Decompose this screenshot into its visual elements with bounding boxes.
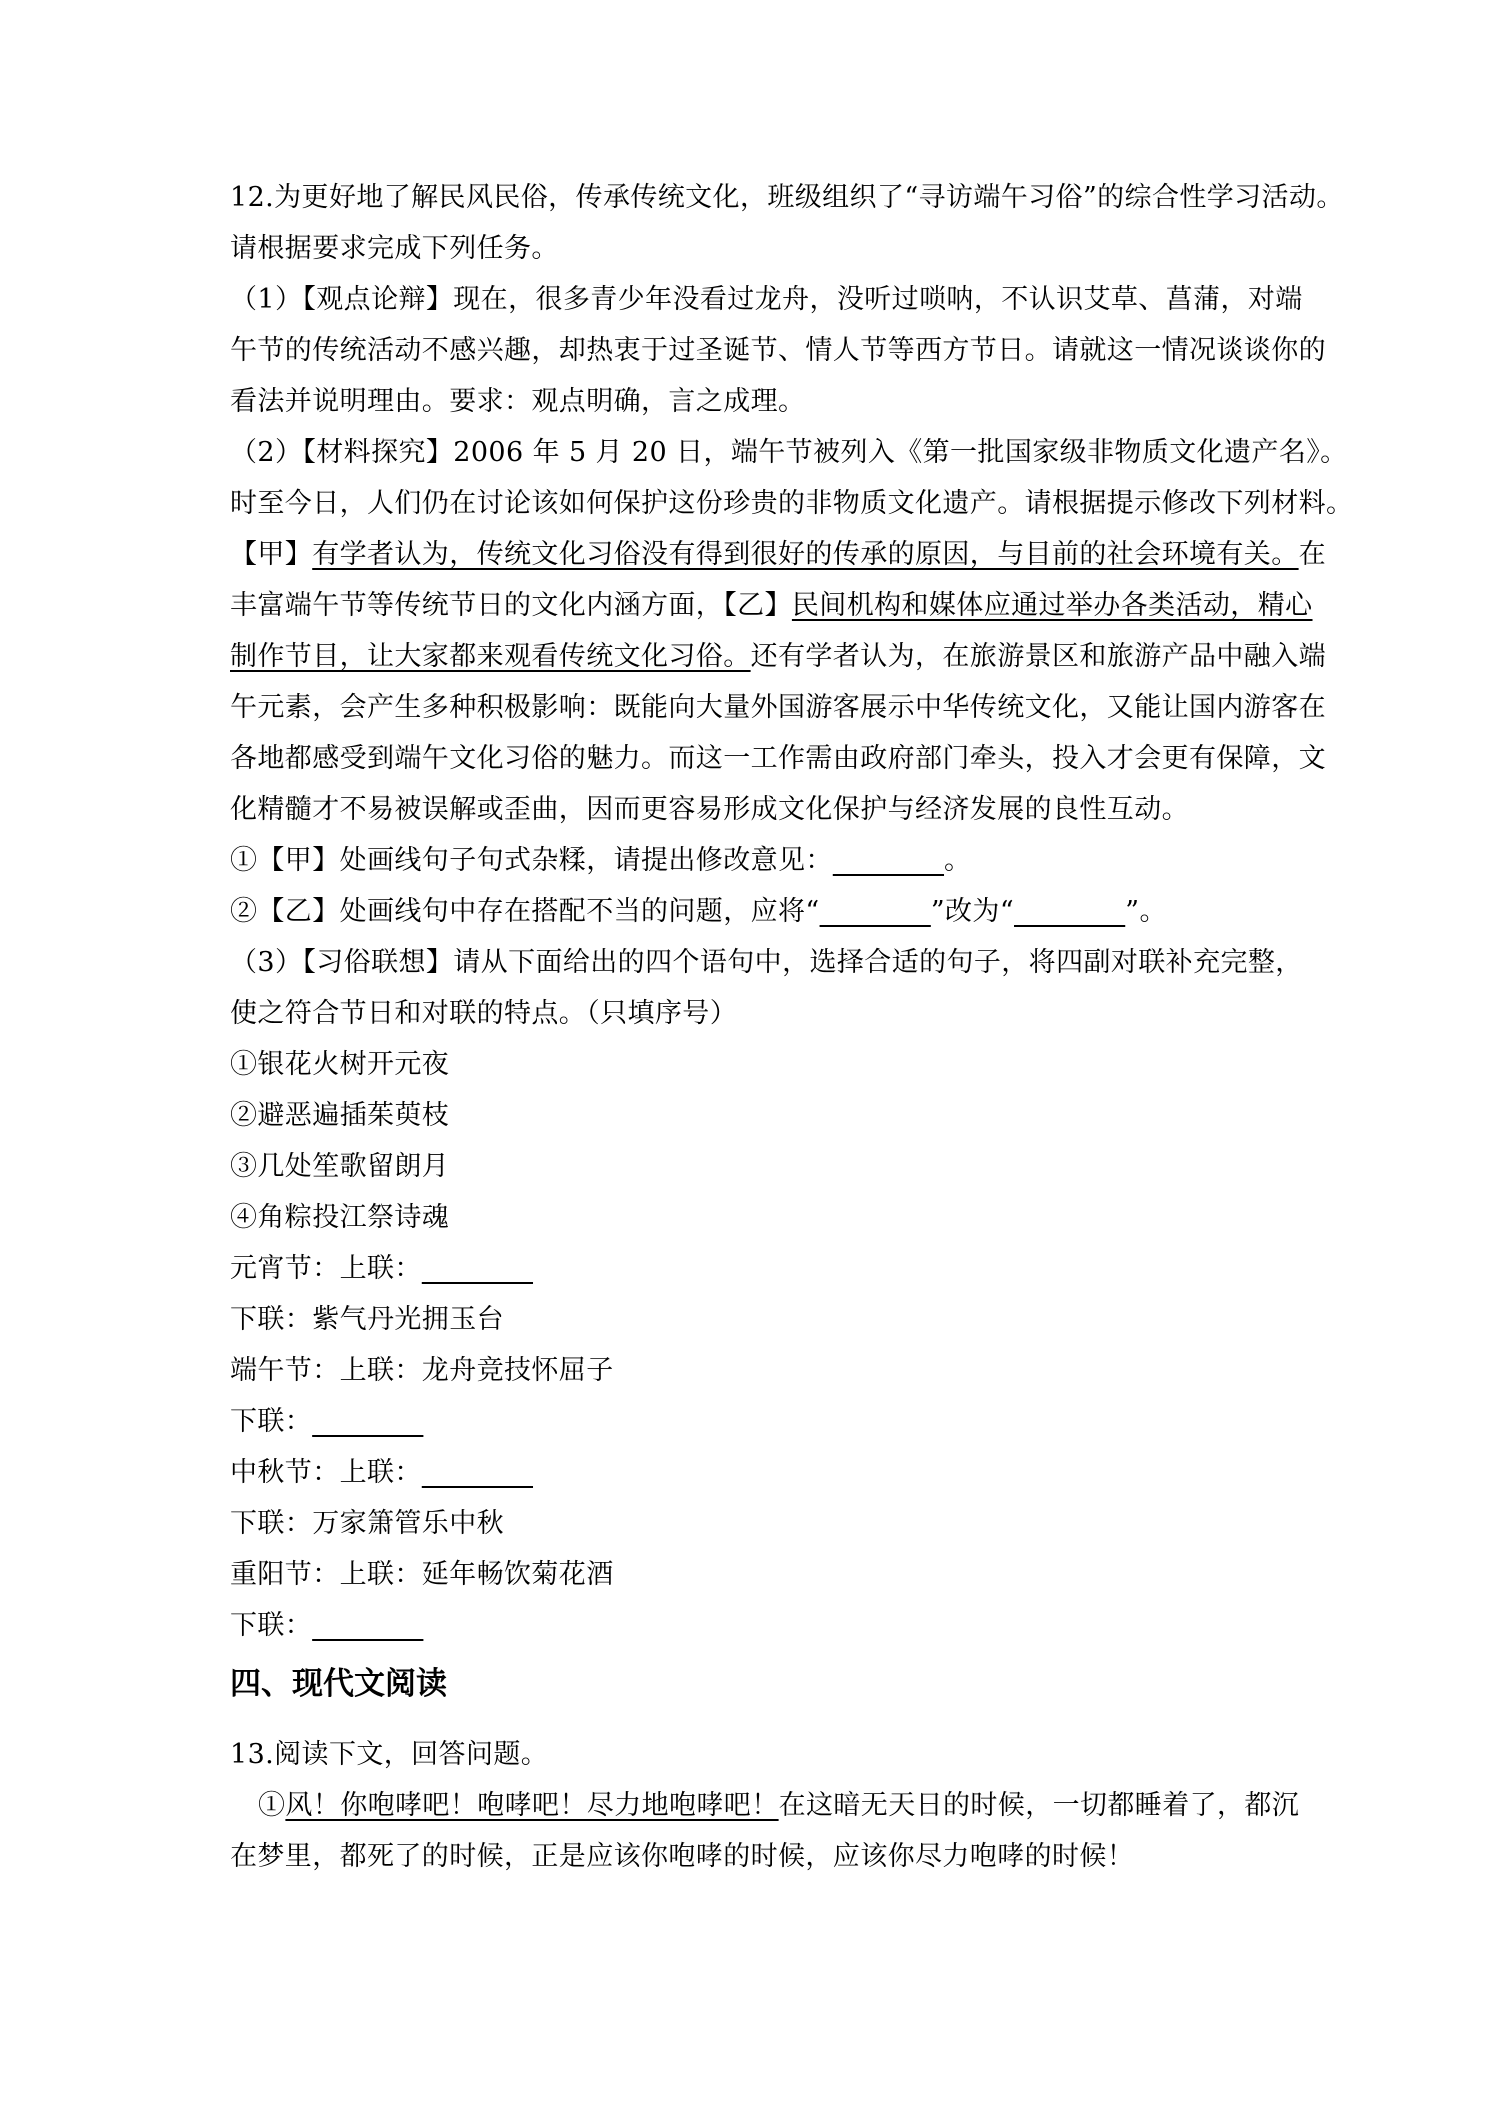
couplet-dragon-lower [230, 1396, 1270, 1447]
material-yi-underlined-2: 制作节目，让大家都来观看传统文化习俗。 [230, 641, 751, 672]
subquestion-2 [230, 886, 1270, 937]
couplet-midautumn-lower: 下联：万家箫管乐中秋 [230, 1508, 504, 1539]
answer-blank[interactable]: ________ [421, 1253, 534, 1284]
subquestion-1 [230, 835, 1270, 886]
answer-blank[interactable]: ________ [1014, 896, 1126, 927]
q12-part2-line-1: （2）【材料探究】2006 年 5 月 20 日，端午节被列入《第一批国家级非物质文化遗产名》。 [230, 437, 1348, 468]
q12-intro-line-2: 请根据要求完成下列任务。 [230, 233, 559, 264]
material-yi-underlined-1: 民间机构和媒体应通过举办各类活动，精心 [791, 590, 1313, 621]
q12-part1-line-3: 看法并说明理由。要求：观点明确，言之成理。 [230, 386, 806, 417]
subquestion-1-text: ①【甲】处画线句子句式杂糅，请提出修改意见： [230, 845, 833, 876]
subquestion-2-text: ②【乙】处画线句中存在搭配不当的问题，应将“ [230, 896, 820, 927]
q12-part2-line-2: 时至今日，人们仍在讨论该如何保护这份珍贵的非物质文化遗产。请根据提示修改下列材料。 [230, 488, 1354, 519]
q12-part1-line-1: （1）【观点论辩】现在，很多青少年没看过龙舟，没听过唢呐，不认识艾草、菖蒲，对端 [230, 284, 1303, 315]
section-heading: 四、现代文阅读 [230, 1666, 447, 1702]
couplet-chongyang-lower [230, 1600, 1270, 1651]
answer-blank[interactable]: ________ [832, 845, 945, 876]
material-line-5: 各地都感受到端午文化习俗的魅力。而这一工作需由政府部门牵头，投入才会更有保障，文 [230, 743, 1326, 774]
q13-para-line-1 [230, 1780, 1300, 1831]
option-1: ①银花火树开元夜 [230, 1049, 450, 1080]
material-line-6: 化精髓才不易被误解或歪曲，因而更容易形成文化保护与经济发展的良性互动。 [230, 794, 1189, 825]
material-line-3 [230, 631, 1327, 682]
option-3: ③几处笙歌留朗月 [230, 1151, 450, 1182]
couplet-chongyang-upper: 重阳节：上联：延年畅饮菊花酒 [230, 1559, 614, 1590]
q13-underlined-sentence: 风！你咆哮吧！咆哮吧！尽力地咆哮吧！ [285, 1790, 779, 1821]
paragraph-number: ① [258, 1790, 286, 1821]
couplet-lantern-upper [230, 1243, 1270, 1294]
material-jia-after: 在 [1298, 539, 1327, 570]
option-2: ②避恶遍插茱萸枝 [230, 1100, 450, 1131]
page-content [230, 172, 1354, 1882]
subquestion-2-mid: ”改为“ [930, 896, 1015, 927]
answer-blank[interactable]: ________ [819, 896, 931, 927]
q13-para-text: 在这暗无天日的时候，一切都睡着了，都沉 [778, 1790, 1300, 1821]
answer-blank[interactable]: ________ [421, 1457, 534, 1488]
q12-part1-line-2: 午节的传统活动不感兴趣，却热衷于过圣诞节、情人节等西方节日。请就这一情况谈谈你的 [230, 335, 1326, 366]
couplet-label: 中秋节：上联： [230, 1457, 422, 1488]
material-jia-underlined: 有学者认为，传统文化习俗没有得到很好的传承的原因，与目前的社会环境有关。 [312, 539, 1299, 570]
material-line-1 [230, 529, 1327, 580]
couplet-lantern-lower: 下联：紫气丹光拥玉台 [230, 1304, 504, 1335]
material-line-4: 午元素，会产生多种积极影响：既能向大量外国游客展示中华传统文化，又能让国内游客在 [230, 692, 1326, 723]
material-jia-label: 【甲】 [230, 539, 313, 570]
q12-part3-line-2: 使之符合节日和对联的特点。（只填序号） [230, 998, 738, 1029]
answer-blank[interactable]: ________ [312, 1406, 424, 1437]
couplet-dragon-upper: 端午节：上联：龙舟竞技怀屈子 [230, 1355, 614, 1386]
couplet-label: 下联： [230, 1610, 313, 1641]
answer-blank[interactable]: ________ [312, 1610, 424, 1641]
couplet-label: 下联： [230, 1406, 313, 1437]
couplet-midautumn-upper [230, 1447, 1270, 1498]
option-4: ④角粽投江祭诗魂 [230, 1202, 450, 1233]
q12-intro-line-1: 12.为更好地了解民风民俗，传承传统文化，班级组织了“寻访端午习俗”的综合性学习活动。 [230, 182, 1344, 213]
q13-intro: 13.阅读下文，回答问题。 [230, 1739, 549, 1770]
q13-para-line-2: 在梦里，都死了的时候，正是应该你咆哮的时候，应该你尽力咆哮的时候！ [230, 1841, 1135, 1872]
q12-part3-line-1: （3）【习俗联想】请从下面给出的四个语句中，选择合适的句子，将四副对联补充完整， [230, 947, 1303, 978]
material-line-2 [230, 580, 1313, 631]
couplet-label: 元宵节：上联： [230, 1253, 422, 1284]
subquestion-1-end: 。 [944, 845, 972, 876]
subquestion-2-end: ”。 [1125, 896, 1167, 927]
material-line-2-text: 丰富端午节等传统节日的文化内涵方面，【乙】 [230, 590, 792, 621]
material-line-3-text: 还有学者认为，在旅游景区和旅游产品中融入端 [750, 641, 1327, 672]
